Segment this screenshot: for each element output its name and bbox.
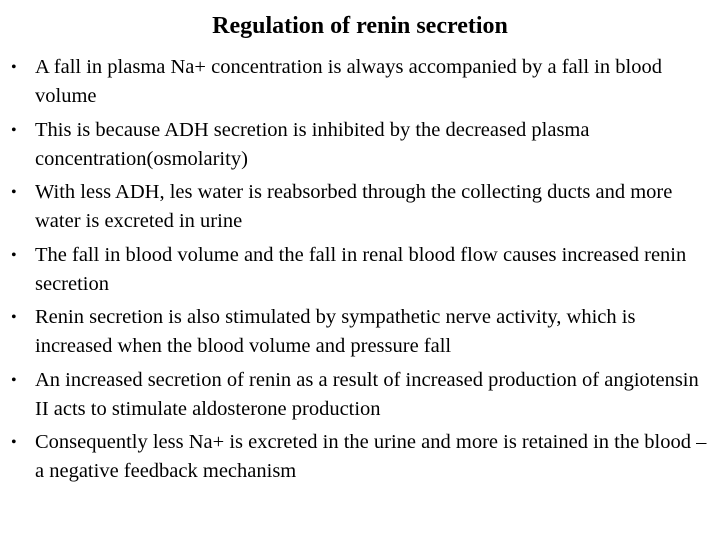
bullet-icon: • (11, 371, 17, 389)
bullet-item (0, 428, 715, 486)
bullet-text: The fall in blood volume and the fall in renal blood flow causes increased renin secretion (35, 243, 687, 295)
bullet-text: This is because ADH secretion is inhibited by the decreased plasma concentration(osmolarity) (35, 118, 590, 170)
bullet-text: With less ADH, les water is reabsorbed through the collecting ducts and more water is excreted in urine (35, 181, 673, 232)
bullet-text: Renin secretion is also stimulated by sympathetic nerve activity, which is increased when the blood volume and pressure fall (35, 306, 636, 357)
bullet-list (0, 53, 715, 491)
bullet-text: An increased secretion of renin as a result of increased production of angiotensin II acts to stimulate aldosterone production (35, 368, 699, 420)
bullet-item (0, 116, 715, 174)
bullet-item (0, 241, 715, 299)
bullet-text: Consequently less Na+ is excreted in the urine and more is retained in the blood –a negative feedback mechanism (35, 431, 707, 482)
bullet-icon: • (11, 246, 17, 264)
bullet-icon: • (11, 184, 17, 201)
bullet-item (0, 366, 715, 424)
bullet-item (0, 303, 715, 361)
bullet-icon: • (11, 309, 17, 326)
slide-title: Regulation of renin secretion (212, 13, 508, 39)
bullet-icon: • (11, 59, 17, 76)
bullet-icon: • (11, 121, 17, 139)
bullet-text: A fall in plasma Na+ concentration is always accompanied by a fall in blood volume (35, 56, 662, 107)
bullet-icon: • (11, 434, 17, 451)
bullet-item (0, 178, 715, 236)
bullet-item (0, 53, 715, 111)
